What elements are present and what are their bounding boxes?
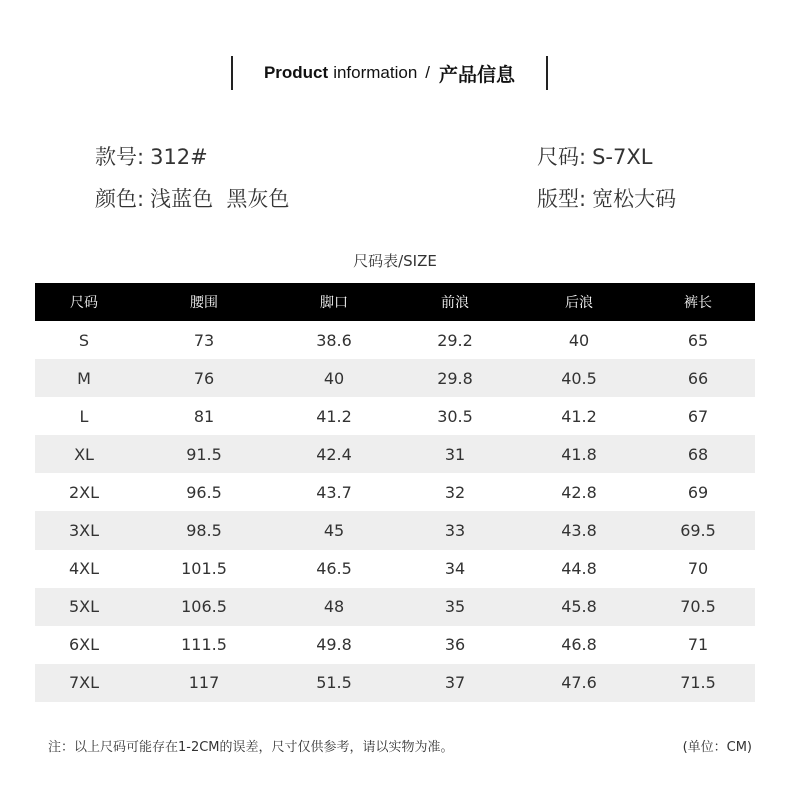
cell-waist: 111.5 [181, 635, 227, 655]
style-number-label: 款号: [95, 145, 145, 169]
cell-length: 71 [687, 635, 709, 655]
cell-front-rise: 34 [444, 559, 466, 579]
fit-label: 版型: [537, 187, 587, 211]
header-cell-length: 裤长 [684, 295, 712, 311]
table-row [35, 664, 755, 702]
cell-back-rise: 46.8 [561, 635, 597, 655]
cell-size: XL [74, 444, 94, 464]
header-title-en-bold: Product [263, 63, 329, 82]
cell-front-rise: 35 [444, 597, 466, 617]
cell-leg-opening: 40 [323, 368, 345, 388]
size-range-value: S-7XL [592, 145, 653, 169]
table-row [35, 321, 755, 359]
cell-length: 66 [687, 368, 709, 388]
cell-size: L [79, 406, 89, 426]
cell-leg-opening: 51.5 [316, 673, 352, 693]
disclaimer-note: 注：以上尺码可能存在1-2CM的误差，尺寸仅供参考，请以实物为准。 [48, 740, 454, 755]
header-cell-waist: 腰围 [190, 295, 218, 311]
table-row [35, 626, 755, 664]
cell-size: 3XL [68, 521, 100, 541]
cell-length: 67 [687, 406, 709, 426]
cell-leg-opening: 43.7 [316, 482, 352, 502]
unit-note: (单位：CM) [682, 740, 752, 755]
color-label: 颜色: [95, 187, 145, 211]
header-title-en-regular: information [333, 63, 418, 82]
cell-front-rise: 32 [444, 482, 466, 502]
cell-back-rise: 41.8 [561, 444, 597, 464]
cell-back-rise: 41.2 [561, 406, 597, 426]
info-fit [537, 185, 676, 213]
cell-leg-opening: 46.5 [316, 559, 352, 579]
cell-front-rise: 29.2 [437, 330, 473, 350]
cell-front-rise: 33 [444, 521, 466, 541]
cell-length: 71.5 [680, 673, 716, 693]
header-right-bar [546, 56, 548, 90]
cell-length: 70.5 [680, 597, 716, 617]
table-row [35, 397, 755, 435]
cell-waist: 101.5 [181, 559, 227, 579]
cell-waist: 76 [193, 368, 215, 388]
cell-back-rise: 44.8 [561, 559, 597, 579]
cell-waist: 98.5 [186, 521, 222, 541]
table-row [35, 435, 755, 473]
color-value: 浅蓝色 黑灰色 [150, 187, 290, 211]
cell-length: 65 [687, 330, 709, 350]
cell-back-rise: 45.8 [561, 597, 597, 617]
cell-back-rise: 40 [568, 330, 590, 350]
header-cell-front-rise: 前浪 [441, 295, 469, 311]
cell-front-rise: 31 [444, 444, 466, 464]
cell-size: S [78, 330, 90, 350]
cell-leg-opening: 42.4 [316, 444, 352, 464]
size-table-header-row [35, 283, 755, 321]
cell-size: 7XL [68, 673, 100, 693]
cell-leg-opening: 48 [323, 597, 345, 617]
size-range-label: 尺码: [537, 145, 587, 169]
cell-size: 4XL [68, 559, 100, 579]
cell-back-rise: 47.6 [561, 673, 597, 693]
cell-leg-opening: 38.6 [316, 330, 352, 350]
cell-size: 5XL [68, 597, 100, 617]
info-style-number [95, 143, 208, 171]
cell-size: M [77, 368, 91, 388]
cell-back-rise: 43.8 [561, 521, 597, 541]
cell-length: 69.5 [680, 521, 716, 541]
cell-waist: 96.5 [186, 482, 222, 502]
size-table-caption: 尺码表/SIZE [353, 252, 437, 270]
cell-waist: 106.5 [181, 597, 227, 617]
table-row [35, 550, 755, 588]
header-cell-size: 尺码 [70, 295, 98, 311]
cell-back-rise: 40.5 [561, 368, 597, 388]
cell-back-rise: 42.8 [561, 482, 597, 502]
info-size-range [537, 143, 652, 171]
cell-length: 69 [687, 482, 709, 502]
style-number-value: 312# [150, 145, 208, 169]
info-color [95, 185, 289, 213]
cell-front-rise: 29.8 [437, 368, 473, 388]
section-header [231, 56, 548, 90]
header-title-cn: 产品信息 [439, 63, 516, 86]
cell-front-rise: 30.5 [437, 406, 473, 426]
header-slash: / [425, 63, 431, 82]
table-row [35, 511, 755, 549]
cell-waist: 73 [193, 330, 215, 350]
cell-size: 6XL [68, 635, 100, 655]
table-row [35, 359, 755, 397]
table-row [35, 588, 755, 626]
cell-front-rise: 37 [444, 673, 466, 693]
table-row [35, 473, 755, 511]
size-table [35, 283, 755, 702]
cell-length: 68 [687, 444, 709, 464]
cell-waist: 117 [188, 673, 220, 693]
cell-waist: 91.5 [186, 444, 222, 464]
header-left-bar [231, 56, 233, 90]
cell-waist: 81 [193, 406, 215, 426]
header-cell-leg-opening: 脚口 [320, 295, 348, 311]
fit-value: 宽松大码 [592, 187, 677, 211]
cell-leg-opening: 45 [323, 521, 345, 541]
cell-front-rise: 36 [444, 635, 466, 655]
cell-size: 2XL [68, 482, 100, 502]
cell-leg-opening: 41.2 [316, 406, 352, 426]
cell-leg-opening: 49.8 [316, 635, 352, 655]
cell-length: 70 [687, 559, 709, 579]
header-cell-back-rise: 后浪 [565, 295, 593, 311]
